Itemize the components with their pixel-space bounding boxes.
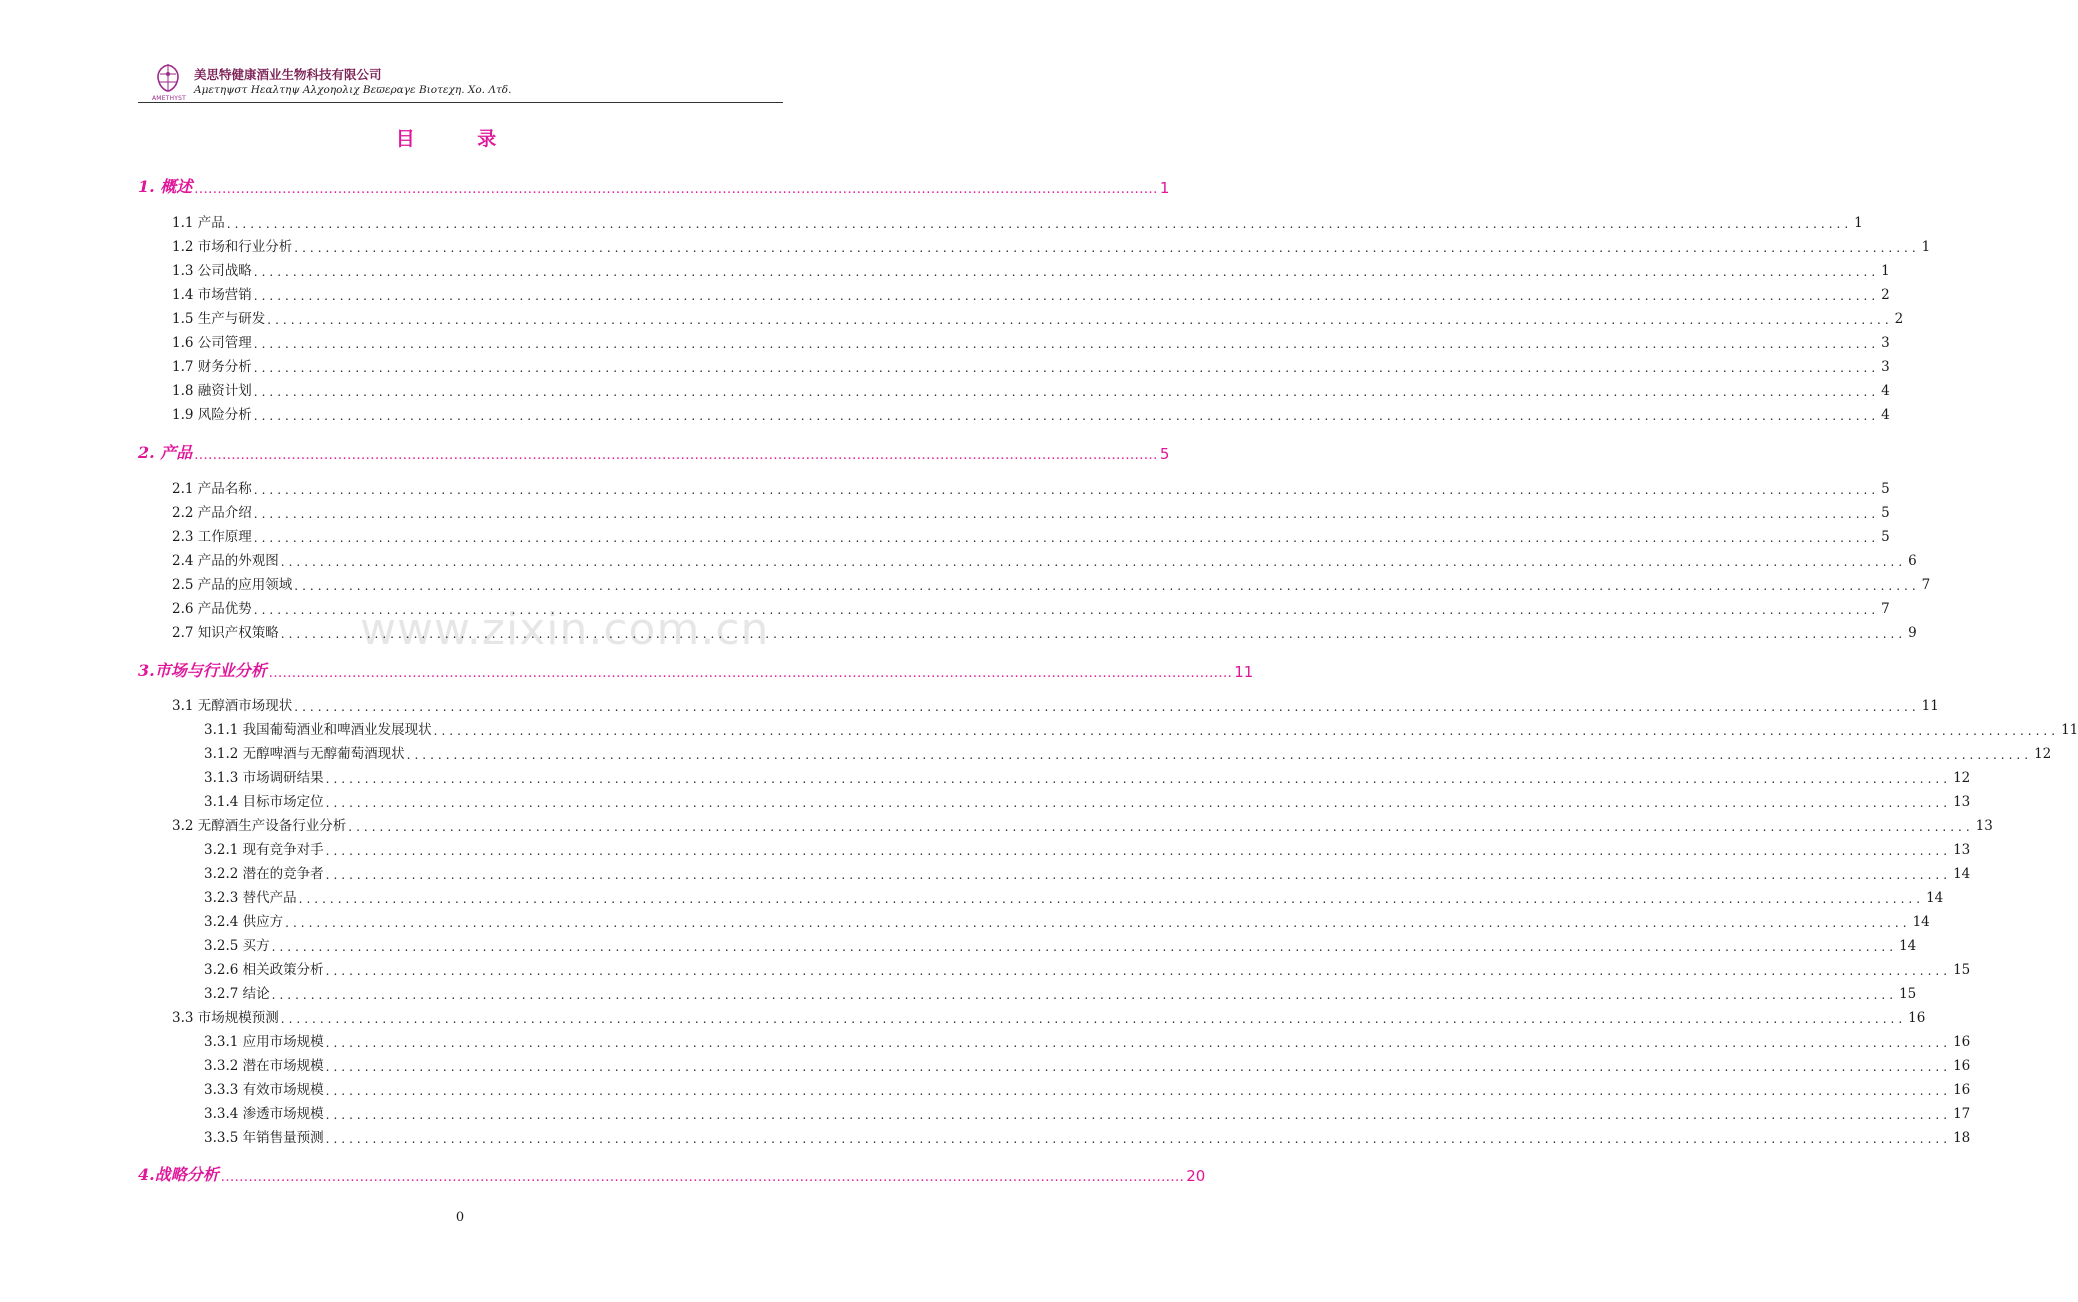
toc-leader: ................................................................................................................................................................................................................ (325, 964, 1952, 978)
toc-leader: ................................................................................................................................................................................................................ (267, 313, 1893, 327)
toc-page: 16 (1953, 1058, 1971, 1074)
toc-leader: ................................................................................................................................................................................................................ (325, 844, 1952, 858)
toc-label: 3.1.1 我国葡萄酒业和啤酒业发展现状 (204, 722, 432, 738)
toc-page: 14 (1953, 866, 1971, 882)
toc-page: 3 (1881, 359, 1890, 375)
toc-page: 11 (1921, 698, 1939, 714)
toc-label: 3.3.3 有效市场规模 (204, 1082, 324, 1098)
toc-label: 3.1 无醇酒市场现状 (172, 698, 293, 714)
toc-page: 11 (2061, 722, 2078, 738)
toc-leader: ................................................................................................................................................................................................................ (406, 748, 2033, 762)
toc-entry-2-2[interactable] (172, 501, 1890, 521)
toc-entry-2-3[interactable] (172, 525, 1890, 545)
toc-leader: ................................................................................................................................................................................................................ (325, 1132, 1952, 1146)
toc-label: 1.2 市场和行业分析 (172, 239, 293, 255)
toc-leader: ................................................................................................................................................................................................................ (348, 820, 1974, 834)
toc-page: 1 (1159, 179, 1170, 197)
toc-entry-3-3-5[interactable] (204, 1126, 1971, 1146)
toc-entry-1-4[interactable] (172, 283, 1890, 303)
toc-leader: ................................................................................................................................................................................................................ (294, 700, 1920, 714)
toc-label: 1.7 财务分析 (172, 359, 252, 375)
toc-label: 3.2.5 买方 (204, 938, 270, 954)
toc-label: 3.3.4 渗透市场规模 (204, 1106, 324, 1122)
toc-page: 14 (1899, 938, 1917, 954)
toc-label: 3.市场与行业分析 (138, 661, 267, 680)
toc-page: 15 (1953, 962, 1971, 978)
toc-label: 3.2.4 供应方 (204, 914, 284, 930)
toc-entry-1-1[interactable] (172, 211, 1863, 231)
toc-entry-3-1-4[interactable] (204, 790, 1971, 810)
toc-leader: ................................................................................................................................................................................................................ (253, 483, 1880, 497)
toc-leader: ................................................................................................................................................................................................................ (253, 531, 1880, 545)
toc-leader: ................................................................................................................................................................................................................ (280, 1012, 1907, 1026)
toc-leader: ................................................................................................................................................................................................................ (325, 772, 1952, 786)
toc-leader: ................................................................................................................................................................................................................ (280, 555, 1907, 569)
toc-leader: ................................................................................................................................................................................................................ (220, 1170, 1185, 1185)
toc-page: 14 (1912, 914, 1930, 930)
logo-text: AMETHYST (152, 95, 186, 102)
toc-label: 1.3 公司战略 (172, 263, 252, 279)
toc-label: 1.9 风险分析 (172, 407, 252, 423)
toc-entry-3-2-4[interactable] (204, 910, 1930, 930)
toc-page: 14 (1926, 890, 1944, 906)
toc-entry-3-2-7[interactable] (204, 982, 1917, 1002)
toc-entry-3-3-4[interactable] (204, 1102, 1971, 1122)
toc-page: 13 (1953, 842, 1971, 858)
toc-entry-1-9[interactable] (172, 403, 1890, 423)
toc-entry-3[interactable] (138, 658, 1254, 681)
toc-entry-3-1-1[interactable] (204, 718, 2078, 738)
toc-page: 4 (1881, 407, 1890, 423)
toc-label: 3.2 无醇酒生产设备行业分析 (172, 818, 347, 834)
toc-label: 1.4 市场营销 (172, 287, 252, 303)
toc-label: 3.1.2 无醇啤酒与无醇葡萄酒现状 (204, 746, 405, 762)
toc-leader: ................................................................................................................................................................................................................ (433, 724, 2060, 738)
toc-entry-1-6[interactable] (172, 331, 1890, 351)
toc-label: 3.3.1 应用市场规模 (204, 1034, 324, 1050)
toc-entry-3-3-1[interactable] (204, 1030, 1971, 1050)
toc-page: 11 (1234, 663, 1254, 681)
toc-leader: ................................................................................................................................................................................................................ (194, 448, 1158, 463)
toc-entry-3-3-2[interactable] (204, 1054, 1971, 1074)
toc-page: 6 (1908, 553, 1917, 569)
toc-page: 5 (1881, 529, 1890, 545)
toc-label: 3.3 市场规模预测 (172, 1010, 279, 1026)
toc-entry-3-2-1[interactable] (204, 838, 1971, 858)
toc-page: 5 (1881, 505, 1890, 521)
toc-entry-2-5[interactable] (172, 573, 1931, 593)
toc-leader: ................................................................................................................................................................................................................ (253, 361, 1880, 375)
company-name-en: Αμετηψστ Ηεαλτηψ Αλχοηολιχ Βεϖεραγε Βιοτεχη. Χο. Λτδ. (194, 84, 512, 96)
toc-entry-1-2[interactable] (172, 235, 1931, 255)
toc-page: 18 (1953, 1130, 1971, 1146)
toc-label: 3.3.2 潜在市场规模 (204, 1058, 324, 1074)
toc-label: 2.2 产品介绍 (172, 505, 252, 521)
toc-entry-1-7[interactable] (172, 355, 1890, 375)
toc-leader: ................................................................................................................................................................................................................ (253, 603, 1880, 617)
toc-entry-3-2-5[interactable] (204, 934, 1917, 954)
toc-title: 目 录 (395, 128, 525, 150)
toc-entry-3-2-3[interactable] (204, 886, 1944, 906)
toc-leader: ................................................................................................................................................................................................................ (325, 1084, 1952, 1098)
toc-leader: ................................................................................................................................................................................................................ (194, 182, 1158, 197)
toc-entry-2-1[interactable] (172, 477, 1890, 497)
toc-label: 1.6 公司管理 (172, 335, 252, 351)
toc-entry-3-3-3[interactable] (204, 1078, 1971, 1098)
toc-label: 2. 产品 (138, 443, 193, 462)
toc-entry-3-1-3[interactable] (204, 766, 1971, 786)
toc-leader: ................................................................................................................................................................................................................ (325, 1036, 1952, 1050)
toc-leader: ................................................................................................................................................................................................................ (268, 666, 1233, 681)
toc-label: 3.2.6 相关政策分析 (204, 962, 324, 978)
toc-label: 3.3.5 年销售量预测 (204, 1130, 324, 1146)
toc-page: 1 (1881, 263, 1890, 279)
toc-entry-4[interactable] (138, 1162, 1206, 1185)
toc-page: 7 (1881, 601, 1890, 617)
toc-leader: ................................................................................................................................................................................................................ (253, 337, 1880, 351)
amethyst-logo-icon (150, 62, 186, 96)
toc-label: 2.7 知识产权策略 (172, 625, 279, 641)
toc-leader: ................................................................................................................................................................................................................ (325, 868, 1952, 882)
toc-page: 2 (1894, 311, 1904, 327)
watermark: www.zixin.com.cn (360, 604, 770, 655)
toc-page: 4 (1881, 383, 1890, 399)
toc-leader: ................................................................................................................................................................................................................ (253, 507, 1880, 521)
toc-entry-2-6[interactable] (172, 597, 1890, 617)
toc-label: 2.5 产品的应用领域 (172, 577, 293, 593)
toc-label: 3.2.2 潜在的竞争者 (204, 866, 324, 882)
toc-page: 16 (1953, 1082, 1971, 1098)
toc-page: 16 (1953, 1034, 1971, 1050)
toc-page: 7 (1921, 577, 1931, 593)
company-name-cn: 美思特健康酒业生物科技有限公司 (194, 67, 382, 82)
toc-label: 3.2.3 替代产品 (204, 890, 297, 906)
toc-label: 2.6 产品优势 (172, 601, 252, 617)
toc-page: 16 (1908, 1010, 1926, 1026)
toc-page: 1 (1921, 239, 1931, 255)
toc-label: 1. 概述 (138, 177, 193, 196)
toc-page: 17 (1953, 1106, 1971, 1122)
toc-leader: ................................................................................................................................................................................................................ (285, 916, 1911, 930)
toc-label: 2.3 工作原理 (172, 529, 252, 545)
toc-leader: ................................................................................................................................................................................................................ (253, 385, 1880, 399)
toc-leader: ................................................................................................................................................................................................................ (280, 627, 1907, 641)
toc-leader: ................................................................................................................................................................................................................ (298, 892, 1925, 906)
toc-page: 1 (1854, 215, 1863, 231)
toc-entry-3-3[interactable] (172, 1006, 1926, 1026)
toc-page: 5 (1159, 445, 1170, 463)
toc-leader: ................................................................................................................................................................................................................ (253, 265, 1880, 279)
toc-leader: ................................................................................................................................................................................................................ (271, 988, 1898, 1002)
toc-leader: ................................................................................................................................................................................................................ (294, 241, 1920, 255)
toc-label: 2.1 产品名称 (172, 481, 252, 497)
toc-entry-3-2[interactable] (172, 814, 1993, 834)
toc-entry-1[interactable] (138, 174, 1170, 197)
toc-label: 3.1.3 市场调研结果 (204, 770, 324, 786)
toc-leader: ................................................................................................................................................................................................................ (226, 217, 1853, 231)
toc-page: 3 (1881, 335, 1890, 351)
toc-entry-1-5[interactable] (172, 307, 1904, 327)
toc-entry-1-8[interactable] (172, 379, 1890, 399)
toc-label: 1.1 产品 (172, 215, 225, 231)
toc-entry-2[interactable] (138, 440, 1170, 463)
toc-page: 15 (1899, 986, 1917, 1002)
toc-leader: ................................................................................................................................................................................................................ (325, 1060, 1952, 1074)
toc-leader: ................................................................................................................................................................................................................ (325, 1108, 1952, 1122)
toc-page: 12 (2034, 746, 2052, 762)
toc-page: 20 (1186, 1167, 1206, 1185)
toc-page: 12 (1953, 770, 1971, 786)
toc-leader: ................................................................................................................................................................................................................ (325, 796, 1952, 810)
toc-label: 4.战略分析 (138, 1165, 219, 1184)
toc-entry-3-2-2[interactable] (204, 862, 1971, 882)
toc-page: 9 (1908, 625, 1917, 641)
page-number: 0 (455, 1210, 465, 1225)
toc-page: 2 (1881, 287, 1890, 303)
toc-leader: ................................................................................................................................................................................................................ (294, 579, 1920, 593)
toc-entry-3-2-6[interactable] (204, 958, 1971, 978)
toc-page: 5 (1881, 481, 1890, 497)
toc-label: 2.4 产品的外观图 (172, 553, 279, 569)
toc-entry-2-7[interactable] (172, 621, 1917, 641)
toc-label: 3.2.1 现有竞争对手 (204, 842, 324, 858)
page-header (138, 60, 783, 103)
toc-page: 13 (1953, 794, 1971, 810)
toc-entry-3-1-2[interactable] (204, 742, 2052, 762)
toc-page: 13 (1975, 818, 1993, 834)
company-logo (150, 62, 186, 102)
toc-label: 1.8 融资计划 (172, 383, 252, 399)
toc-entry-3-1[interactable] (172, 694, 1939, 714)
toc-leader: ................................................................................................................................................................................................................ (271, 940, 1898, 954)
toc-label: 1.5 生产与研发 (172, 311, 266, 327)
toc-leader: ................................................................................................................................................................................................................ (253, 409, 1880, 423)
toc-leader: ................................................................................................................................................................................................................ (253, 289, 1880, 303)
toc-entry-1-3[interactable] (172, 259, 1890, 279)
toc-entry-2-4[interactable] (172, 549, 1917, 569)
toc-label: 3.1.4 目标市场定位 (204, 794, 324, 810)
toc-label: 3.2.7 结论 (204, 986, 270, 1002)
